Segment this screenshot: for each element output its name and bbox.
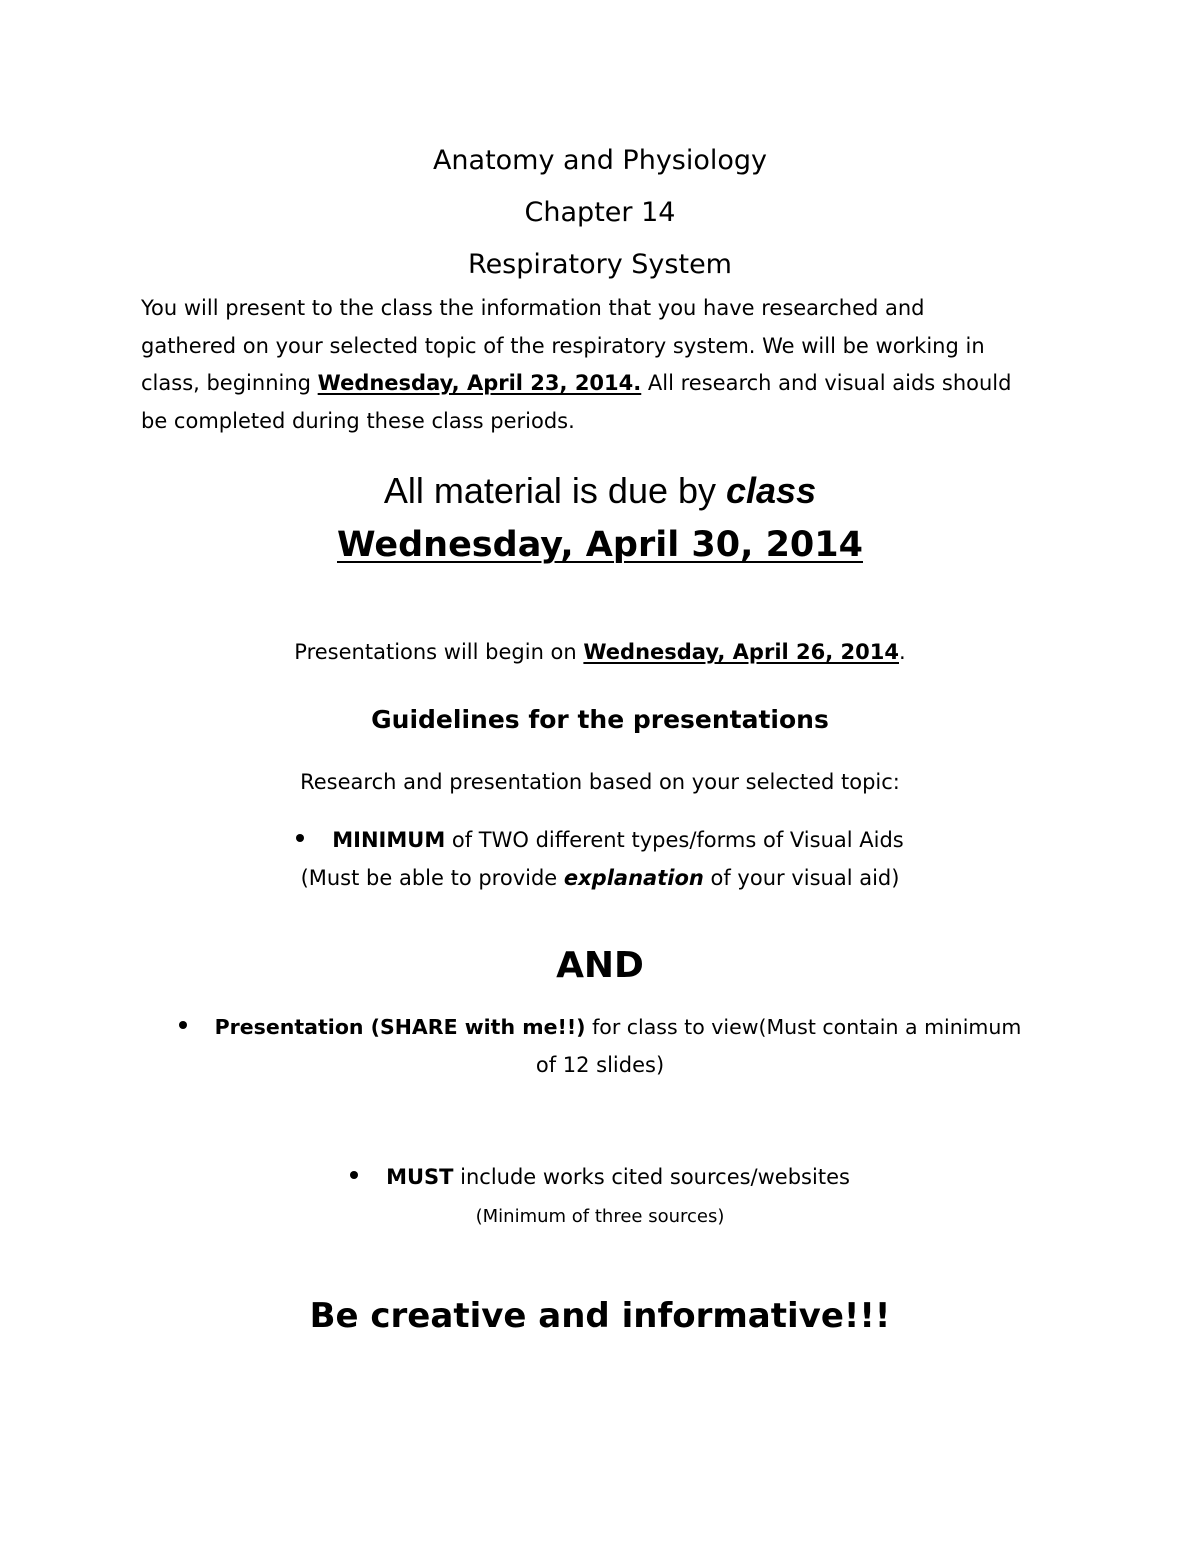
intro-line-1: You will present to the class the information that you have researched and bbox=[141, 296, 925, 320]
bullet-visual-aids-bold: MINIMUM bbox=[332, 828, 446, 852]
guidelines-intro: Research and presentation based on your selected topic: bbox=[300, 770, 900, 794]
bullet-visual-aids-subnote bbox=[0, 866, 1200, 890]
presentations-prefix: Presentations will begin on bbox=[294, 640, 584, 664]
bullet-works-cited-bold: MUST bbox=[386, 1165, 454, 1189]
intro-line-3-tail: All research and visual aids should bbox=[641, 371, 1012, 395]
presentations-date: Wednesday, April 26, 2014 bbox=[583, 640, 899, 664]
bullet-presentation-text: for class to view(Must contain a minimum bbox=[585, 1015, 1022, 1039]
bullet-presentation-line-2: of 12 slides) bbox=[535, 1053, 665, 1077]
presentations-start bbox=[0, 640, 1200, 664]
and-separator: AND bbox=[556, 945, 644, 986]
works-cited-note: (Minimum of three sources) bbox=[475, 1206, 725, 1227]
bullet-presentation bbox=[0, 1015, 1200, 1039]
topic-title: Respiratory System bbox=[468, 249, 732, 280]
subnote-suffix: of your visual aid) bbox=[703, 866, 900, 890]
bullet-presentation-bold: Presentation (SHARE with me!!) bbox=[214, 1015, 586, 1039]
intro-paragraph bbox=[141, 290, 1061, 440]
bullet-visual-aids-text: of TWO different types/forms of Visual Aids bbox=[445, 828, 904, 852]
intro-line-2: gathered on your selected topic of the respiratory system. We will be working in bbox=[141, 333, 985, 358]
closing-message: Be creative and informative!!! bbox=[309, 1296, 891, 1336]
bullet-icon bbox=[179, 1021, 187, 1029]
subnote-prefix: (Must be able to provide bbox=[300, 866, 564, 890]
bullet-works-cited bbox=[0, 1165, 1200, 1189]
bullet-visual-aids bbox=[0, 828, 1200, 852]
due-date: Wednesday, April 30, 2014 bbox=[337, 525, 863, 565]
work-start-date: Wednesday, April 23, 2014. bbox=[317, 371, 642, 395]
guidelines-heading: Guidelines for the presentations bbox=[371, 705, 829, 734]
intro-line-3-text: class, beginning bbox=[141, 371, 318, 395]
bullet-icon bbox=[296, 834, 304, 842]
due-emphasis: class bbox=[726, 470, 817, 511]
course-title: Anatomy and Physiology bbox=[432, 145, 768, 176]
due-statement bbox=[0, 470, 1200, 512]
intro-line-4: be completed during these class periods. bbox=[141, 408, 575, 433]
bullet-icon bbox=[350, 1171, 358, 1179]
subnote-emphasis: explanation bbox=[563, 866, 704, 890]
bullet-works-cited-text: include works cited sources/websites bbox=[453, 1165, 850, 1189]
presentations-suffix: . bbox=[899, 640, 906, 664]
chapter-title: Chapter 14 bbox=[524, 197, 676, 228]
intro-line-3 bbox=[141, 365, 1061, 403]
due-prefix: All material is due by bbox=[383, 470, 727, 511]
